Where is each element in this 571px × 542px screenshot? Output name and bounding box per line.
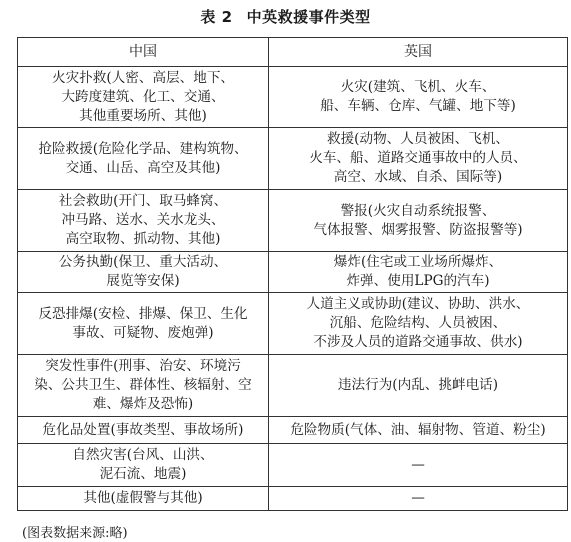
table-title: 中英救援事件类型 — [246, 8, 371, 26]
cell-uk — [269, 355, 568, 417]
cell-line: — — [411, 456, 425, 473]
column-header-uk: 英国 — [269, 38, 568, 67]
table-row — [18, 487, 568, 511]
cell-uk — [269, 293, 568, 355]
cell-line: 泥石流、地震) — [99, 466, 187, 482]
cell-line: 警报(火灾自动系统报警、 — [340, 202, 496, 219]
cell-line: 反恐排爆(安检、排爆、保卫、生化 — [38, 305, 248, 322]
cell-line: 展览等安保) — [106, 273, 180, 289]
cell-china — [18, 190, 269, 252]
table-number: 表 2 — [200, 8, 233, 26]
column-header-china: 中国 — [18, 38, 269, 67]
cell-uk — [269, 67, 568, 128]
table-row — [18, 355, 568, 417]
footnote: (图表数据来源:略) — [22, 526, 128, 541]
cell-line: 大跨度建筑、化工、交通、 — [61, 88, 225, 105]
cell-uk — [269, 487, 568, 511]
cell-china — [18, 444, 269, 487]
table-row — [18, 444, 568, 487]
cell-line: 危化品处置(事故类型、事故场所) — [42, 421, 244, 438]
cell-line: 救援(动物、人员被困、飞机、 — [326, 131, 510, 147]
cell-line: 火灾(建筑、飞机、火车、 — [340, 79, 496, 95]
cell-line: 高空、水域、自杀、国际等) — [333, 169, 503, 185]
cell-china — [18, 252, 269, 293]
cell-line: 抢险救援(危险化学品、建构筑物、 — [38, 140, 248, 157]
table-row — [18, 417, 568, 444]
cell-uk — [269, 252, 568, 293]
cell-line: 不涉及人员的道路交通事故、供水) — [313, 334, 523, 350]
cell-line: 难、爆炸及恐怖) — [92, 396, 194, 412]
table-row — [18, 190, 568, 252]
cell-china — [18, 417, 269, 444]
cell-line: 火车、船、道路交通事故中的人员、 — [309, 150, 527, 166]
cell-china — [18, 67, 269, 128]
table-header-row — [18, 38, 568, 67]
table-row — [18, 128, 568, 190]
cell-china — [18, 487, 269, 511]
cell-line: 高空取物、抓动物、其他) — [65, 231, 221, 247]
table-caption — [0, 6, 571, 27]
table-row — [18, 252, 568, 293]
cell-line: — — [411, 490, 425, 506]
cell-line: 突发性事件(刑事、治安、环境污 — [45, 358, 241, 374]
cell-line: 事故、可疑物、废炮弹) — [72, 324, 214, 341]
cell-line: 气体报警、烟雾报警、防盗报警等) — [313, 221, 523, 238]
cell-line: 人道主义或协助(建议、协助、洪水、 — [306, 296, 530, 312]
cell-line: 爆炸(住宅或工业场所爆炸、 — [333, 254, 503, 270]
cell-line: 危险物质(气体、油、辐射物、管道、粉尘) — [290, 421, 546, 438]
cell-china — [18, 128, 269, 190]
incident-types-table — [17, 37, 568, 511]
cell-line: 其他(虚假警与其他) — [83, 490, 203, 506]
cell-line: 冲马路、送水、关水龙头、 — [61, 212, 225, 228]
cell-line: 火灾扑救(人密、高层、地下、 — [51, 69, 235, 86]
cell-line: 染、公共卫生、群体性、核辐射、空 — [34, 377, 252, 393]
cell-line: 船、车辆、仓库、气罐、地下等) — [320, 98, 516, 114]
cell-line: 社会救助(开门、取马蜂窝、 — [58, 193, 228, 209]
cell-line: 自然灾害(台风、山洪、 — [72, 447, 214, 463]
table-row — [18, 67, 568, 128]
cell-line: 交通、山岳、高空及其他) — [65, 159, 221, 176]
cell-line: 沉船、危险结构、人员被困、 — [329, 315, 507, 331]
cell-china — [18, 355, 269, 417]
cell-uk — [269, 444, 568, 487]
cell-uk — [269, 417, 568, 444]
cell-line: 其他重要场所、其他) — [79, 107, 207, 124]
table-row — [18, 293, 568, 355]
cell-uk — [269, 190, 568, 252]
cell-uk — [269, 128, 568, 190]
cell-china — [18, 293, 269, 355]
table-body — [18, 67, 568, 511]
cell-line: 违法行为(内乱、挑衅电话) — [337, 377, 499, 393]
cell-line: 公务执勤(保卫、重大活动、 — [58, 254, 228, 270]
cell-line: 炸弹、使用LPG的汽车) — [346, 273, 490, 289]
